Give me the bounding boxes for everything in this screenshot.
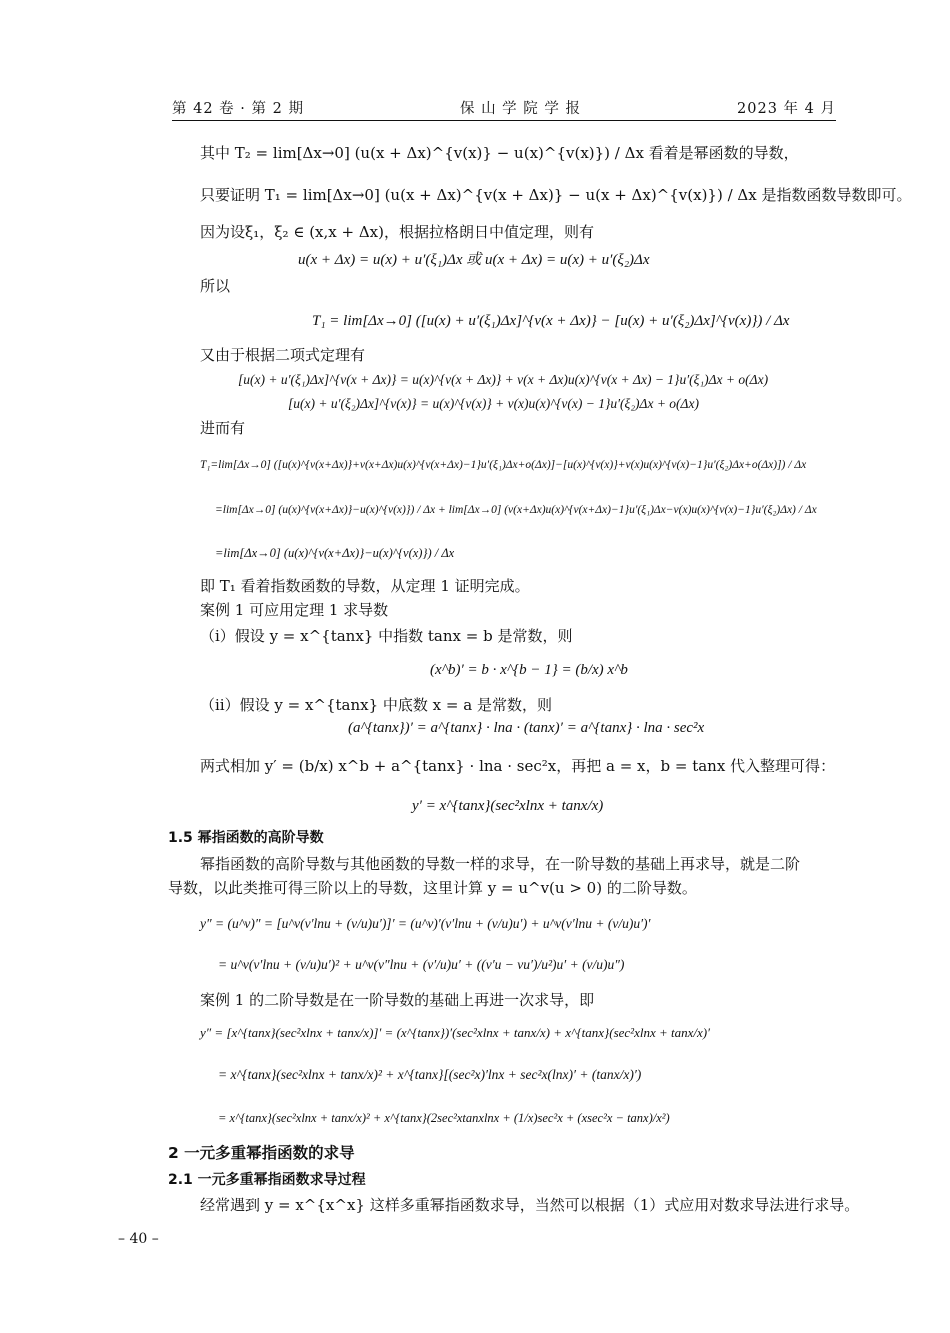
text-line: 导数，以此类推可得三阶以上的导数，这里计算 y = u^v(u > 0) 的二阶导数。 bbox=[168, 879, 697, 897]
eq-line: (x^b)′ = b · x^{b − 1} = (b/x) x^b bbox=[430, 662, 628, 678]
text-line: 因为设ξ₁，ξ₂ ∈ (x,x + Δx)，根据拉格朗日中值定理，则有 bbox=[200, 223, 594, 241]
eq-line: y″ = [x^{tanx}(sec²xlnx + tanx/x)]′ = (x^{tanx})′(sec²xlnx + tanx/x) + x^{tanx}(sec²xlnx + tanx/x)′ bbox=[200, 1025, 710, 1040]
eq-line: =lim[Δx→0] (u(x)^{v(x+Δx)}−u(x)^{v(x)}) / Δx + lim[Δx→0] (v(x+Δx)u(x)^{v(x+Δx)−1}u′(ξ₁)Δx−v(x)u(x)^{v(x)−1}u′(ξ₂)Δx) / Δx bbox=[215, 504, 817, 516]
eq-line: =lim[Δx→0] (u(x)^{v(x+Δx)}−u(x)^{v(x)}) / Δx bbox=[215, 546, 455, 560]
eq-line: T₁=lim[Δx→0] ([u(x)^{v(x+Δx)}+v(x+Δx)u(x)^{v(x+Δx)−1}u′(ξ₁)Δx+o(Δx)]−[u(x)^{v(x)}+v(x)u(x)^{v(x)−1}u′(ξ₂)Δx+o(Δx)]) / Δx bbox=[200, 459, 807, 471]
eq-line: (a^{tanx})′ = a^{tanx} · lna · (tanx)′ = a^{tanx} · lna · sec²x bbox=[348, 720, 705, 736]
eq-line: = u^v(v′lnu + (v/u)u′)² + u^v(v″lnu + (v′/u)u′ + ((v′u − vu′)/u²)u′ + (v/u)u″) bbox=[218, 957, 625, 972]
text-line: 案例 1 可应用定理 1 求导数 bbox=[200, 601, 389, 619]
eq-line: 只要证明 T₁ = lim[Δx→0] (u(x + Δx)^{v(x + Δx)} − u(x + Δx)^{v(x)}) / Δx 是指数函数导数即可。 bbox=[200, 186, 912, 204]
text-line: （ⅱ）假设 y = x^{tanx} 中底数 x = a 是常数，则 bbox=[200, 696, 552, 714]
text-line: （ⅰ）假设 y = x^{tanx} 中指数 tanx = b 是常数，则 bbox=[200, 627, 573, 645]
text-line: 两式相加 y′ = (b/x) x^b + a^{tanx} · lna · sec²x，再把 a = x，b = tanx 代入整理可得： bbox=[200, 757, 836, 775]
eq-line: [u(x) + u′(ξ₂)Δx]^{v(x)} = u(x)^{v(x)} + v(x)u(x)^{v(x) − 1}u′(ξ₂)Δx + o(Δx) bbox=[288, 396, 699, 411]
text-line: 又由于根据二项式定理有 bbox=[200, 346, 366, 364]
eq-line: = x^{tanx}(sec²xlnx + tanx/x)² + x^{tanx}(2sec²xtanxlnx + (1/x)sec²x + (xsec²x − tanx)/x²) bbox=[218, 1111, 670, 1125]
section-heading-2: 2 一元多重幂指函数的求导 bbox=[168, 1144, 355, 1162]
text-line: 进而有 bbox=[200, 419, 246, 437]
eq-line: 其中 T₂ = lim[Δx→0] (u(x + Δx)^{v(x)} − u(x)^{v(x)}) / Δx 看着是幂函数的导数， bbox=[200, 144, 799, 162]
eq-line: T₁ = lim[Δx→0] ([u(x) + u′(ξ₁)Δx]^{v(x + Δx)} − [u(x) + u′(ξ₂)Δx]^{v(x)}) / Δx bbox=[312, 313, 790, 329]
eq-line: [u(x) + u′(ξ₁)Δx]^{v(x + Δx)} = u(x)^{v(x + Δx)} + v(x + Δx)u(x)^{v(x + Δx) − 1}u′(ξ₁)Δx + o(Δx) bbox=[238, 372, 769, 387]
text-line: 幂指函数的高阶导数与其他函数的导数一样的求导，在一阶导数的基础上再求导，就是二阶 bbox=[200, 855, 801, 873]
text-line: 所以 bbox=[200, 277, 231, 295]
eq-line: y″ = (u^v)″ = [u^v(v′lnu + (v/u)u′)]′ = (u^v)′(v′lnu + (v/u)u′) + u^v(v′lnu + (v/u)u′)′ bbox=[200, 916, 651, 931]
header-journal: 保 山 学 院 学 报 bbox=[459, 100, 582, 117]
text-line: 即 T₁ 看着指数函数的导数，从定理 1 证明完成。 bbox=[200, 577, 530, 595]
section-heading-2-1: 2.1 一元多重幂指函数求导过程 bbox=[168, 1172, 366, 1188]
section-heading-1-5: 1.5 幂指函数的高阶导数 bbox=[168, 830, 324, 846]
page-number: – 40 – bbox=[118, 1231, 159, 1247]
eq-line: = x^{tanx}(sec²xlnx + tanx/x)² + x^{tanx}[(sec²x)′lnx + sec²x(lnx)′ + (tanx/x)′) bbox=[218, 1067, 642, 1082]
header-volume: 第 42 卷 · 第 2 期 bbox=[172, 100, 304, 117]
eq-line: y′ = x^{tanx}(sec²xlnx + tanx/x) bbox=[412, 798, 604, 814]
text-line: 案例 1 的二阶导数是在一阶导数的基础上再进一次求导，即 bbox=[200, 991, 595, 1009]
running-header bbox=[172, 94, 836, 121]
header-date: 2023 年 4 月 bbox=[737, 100, 836, 117]
text-line: 经常遇到 y = x^{x^x} 这样多重幂指函数求导，当然可以根据（1）式应用对数求导法进行求导。 bbox=[200, 1196, 860, 1214]
eq-line: u(x + Δx) = u(x) + u′(ξ₁)Δx 或 u(x + Δx) = u(x) + u′(ξ₂)Δx bbox=[298, 252, 650, 268]
